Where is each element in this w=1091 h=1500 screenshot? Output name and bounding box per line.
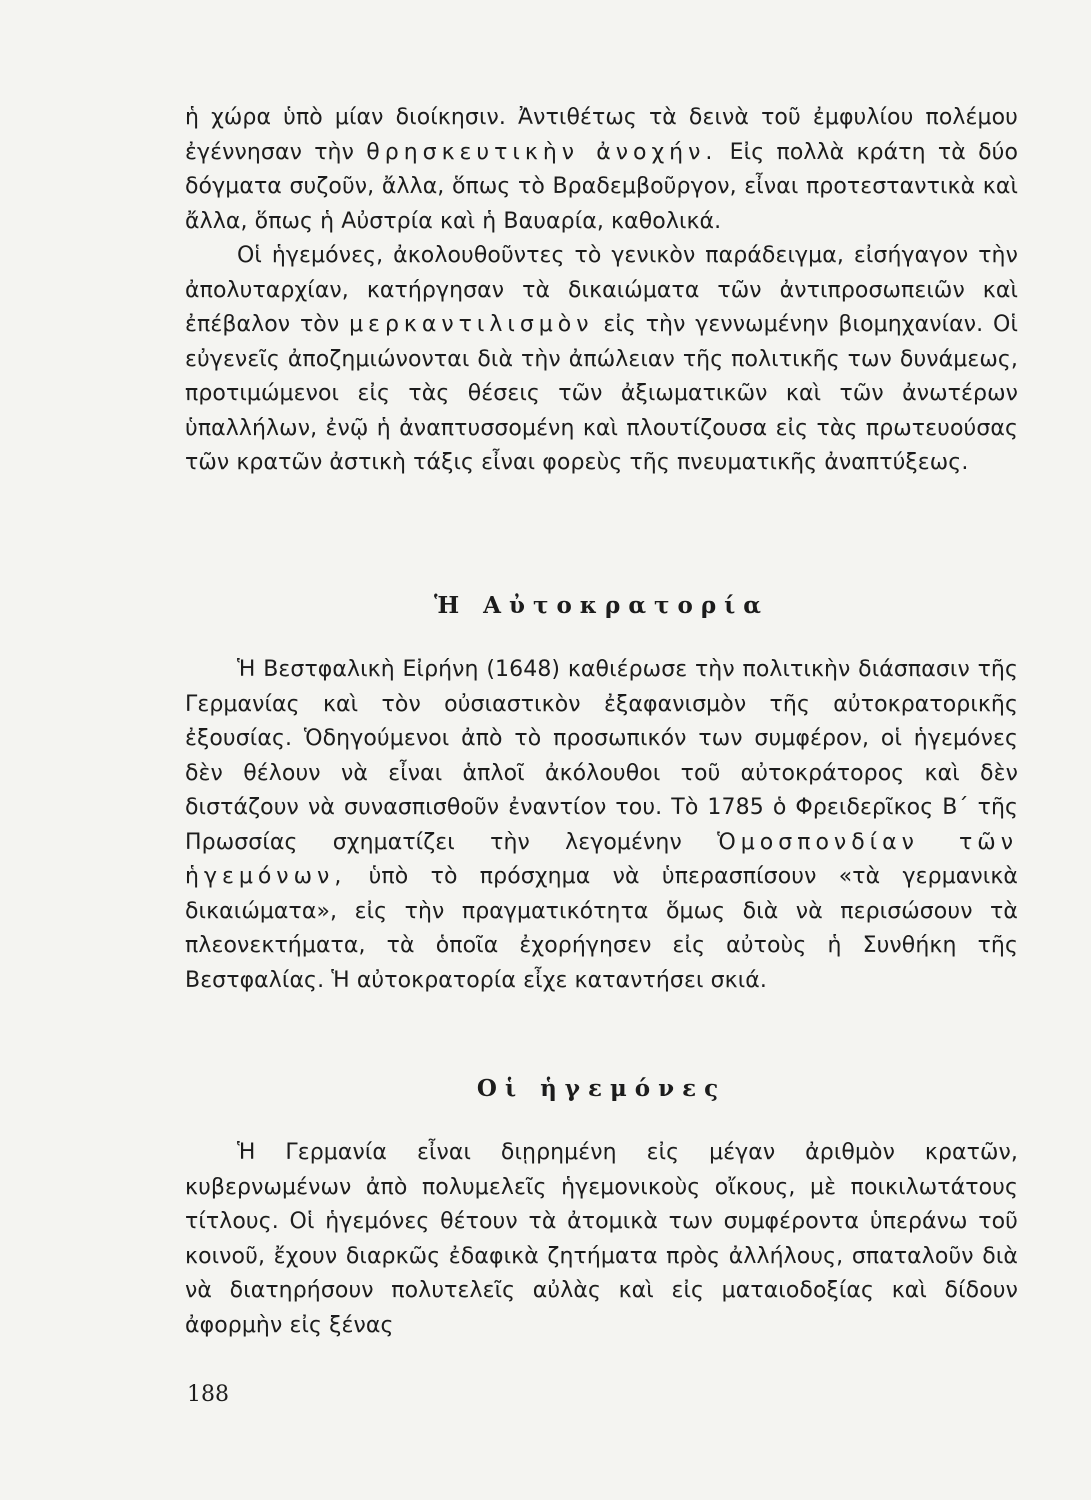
paragraph-2 <box>185 239 1018 481</box>
paragraph-2-emphasis: μερκαντιλισμὸν <box>349 312 594 337</box>
paragraph-3-text-a: Ὁδηγούμενοι ἀπὸ τὸ προσωπικόν των συμφέρον, οἱ ἡγεμόνες δὲν θέλουν νὰ εἶναι ἁπλοῖ ἀκόλουθοι τοῦ αὐτοκράτορος καὶ δὲν διστάζουν νὰ συνασπισθοῦν ἐναντίον του. Τὸ 1785 ὁ Φρειδερῖκος Β΄ τῆς Πρωσσίας σχηματίζει τὴν λεγομένην <box>185 726 1018 855</box>
text-block-middle <box>185 653 1018 998</box>
paragraph-3-text: Ἡ Βεστφαλικὴ Εἰρήνη (1648) καθιέρωσε τὴν πολιτικὴν διάσπασιν τῆς Γερμανίας καὶ τὸν οὐσιαστικὸν ἐξαφανισμὸν τῆς αὐτοκρατορικῆς ἐξουσίας. <box>185 657 1018 751</box>
text-block-bottom <box>185 1136 1018 1343</box>
paragraph-3 <box>185 653 1018 998</box>
paragraph-2-text-a: Οἱ ἡγεμόνες, ἀκολουθοῦντες τὸ γενικὸν παράδειγμα, εἰσήγαγον τὴν ἀπολυταρχίαν, κατήργησαν τὰ δικαιώματα τῶν ἀντιπροσωπειῶν καὶ ἐπέβαλον τὸν <box>185 243 1018 337</box>
paragraph-1-text-c: Εἰς πολλὰ κράτη τὰ δύο δόγματα συζοῦν, ἄλλα, ὅπως τὸ Βραδεμβοῦργον, εἶναι προτεσταντικὰ καὶ ἄλλα, ὅπως ἡ Αὐστρία καὶ ἡ Βαυαρία, καθολικά. <box>185 139 1019 234</box>
paragraph-4: Ἡ Γερμανία εἶναι διῃρημένη εἰς μέγαν ἀριθμὸν κρατῶν, κυβερνωμένων ἀπὸ πολυμελεῖς ἡγεμονικοὺς οἴκους, μὲ ποικιλωτάτους τίτλους. Οἱ ἡγεμόνες θέτουν τὰ ἀτομικὰ των συμφέροντα ὑπεράνω τοῦ κοινοῦ, ἔχουν διαρκῶς ἐδαφικὰ ζητήματα πρὸς ἀλλήλους, σπαταλοῦν διὰ νὰ διατηρήσουν πολυτελεῖς αὐλὰς καὶ εἰς ματαιοδοξίας καὶ δίδουν ἀφορμὴν εἰς ξένας <box>185 1140 1018 1338</box>
section-heading-empire: Ἡ Αὐτοκρατορία <box>434 592 769 619</box>
paragraph-1-text-a: ἡ χώρα ὑπὸ μίαν διοίκησιν. Ἀντιθέτως τὰ δεινὰ τοῦ ἐμφυλίου πολέμου ἐγέννησαν τὴν <box>185 105 1018 165</box>
paragraph-3-emphasis: Ὁμοσπονδίαν τῶν ἡγεμόνων, <box>185 829 1019 889</box>
paragraph-2-text-c: εἰς τὴν γεννωμένην βιομηχανίαν. Οἱ εὐγενεῖς ἀποζημιώνονται διὰ τὴν ἀπώλειαν τῆς πολιτικῆς των δυνάμεως, προτιμώμενοι εἰς τὰς θέσεις τῶν ἀξιωματικῶν καὶ τῶν ἀνωτέρων ὑπαλλήλων, ἐνῷ ἡ ἀναπτυσσομένη καὶ πλουτίζουσα εἰς τὰς πρωτευούσας τῶν κρατῶν ἀστικὴ τάξις εἶναι φορεὺς τῆς πνευματικῆς ἀναπτύξεως. <box>185 312 1018 475</box>
paragraph-1 <box>185 101 1018 239</box>
text-block-top <box>185 101 1018 481</box>
page-number: 188 <box>187 1382 229 1407</box>
paragraph-1-emphasis: θρησκευτικὴν ἀνοχήν. <box>366 139 718 165</box>
section-heading-princes: Οἱ ἡγεμόνες <box>476 1075 727 1102</box>
paragraph-3-text-c: ὑπὸ τὸ πρόσχημα νὰ ὑπερασπίσουν «τὰ γερμανικὰ δικαιώματα», εἰς τὴν πραγματικότητα ὅμως διὰ νὰ περισώσουν τὰ πλεονεκτήματα, τὰ ὁποῖα ἐχορήγησεν εἰς αὐτοὺς ἡ Συνθήκη τῆς Βεστφαλίας. Ἡ αὐτοκρατορία εἶχε καταντήσει σκιά. <box>185 864 1019 993</box>
